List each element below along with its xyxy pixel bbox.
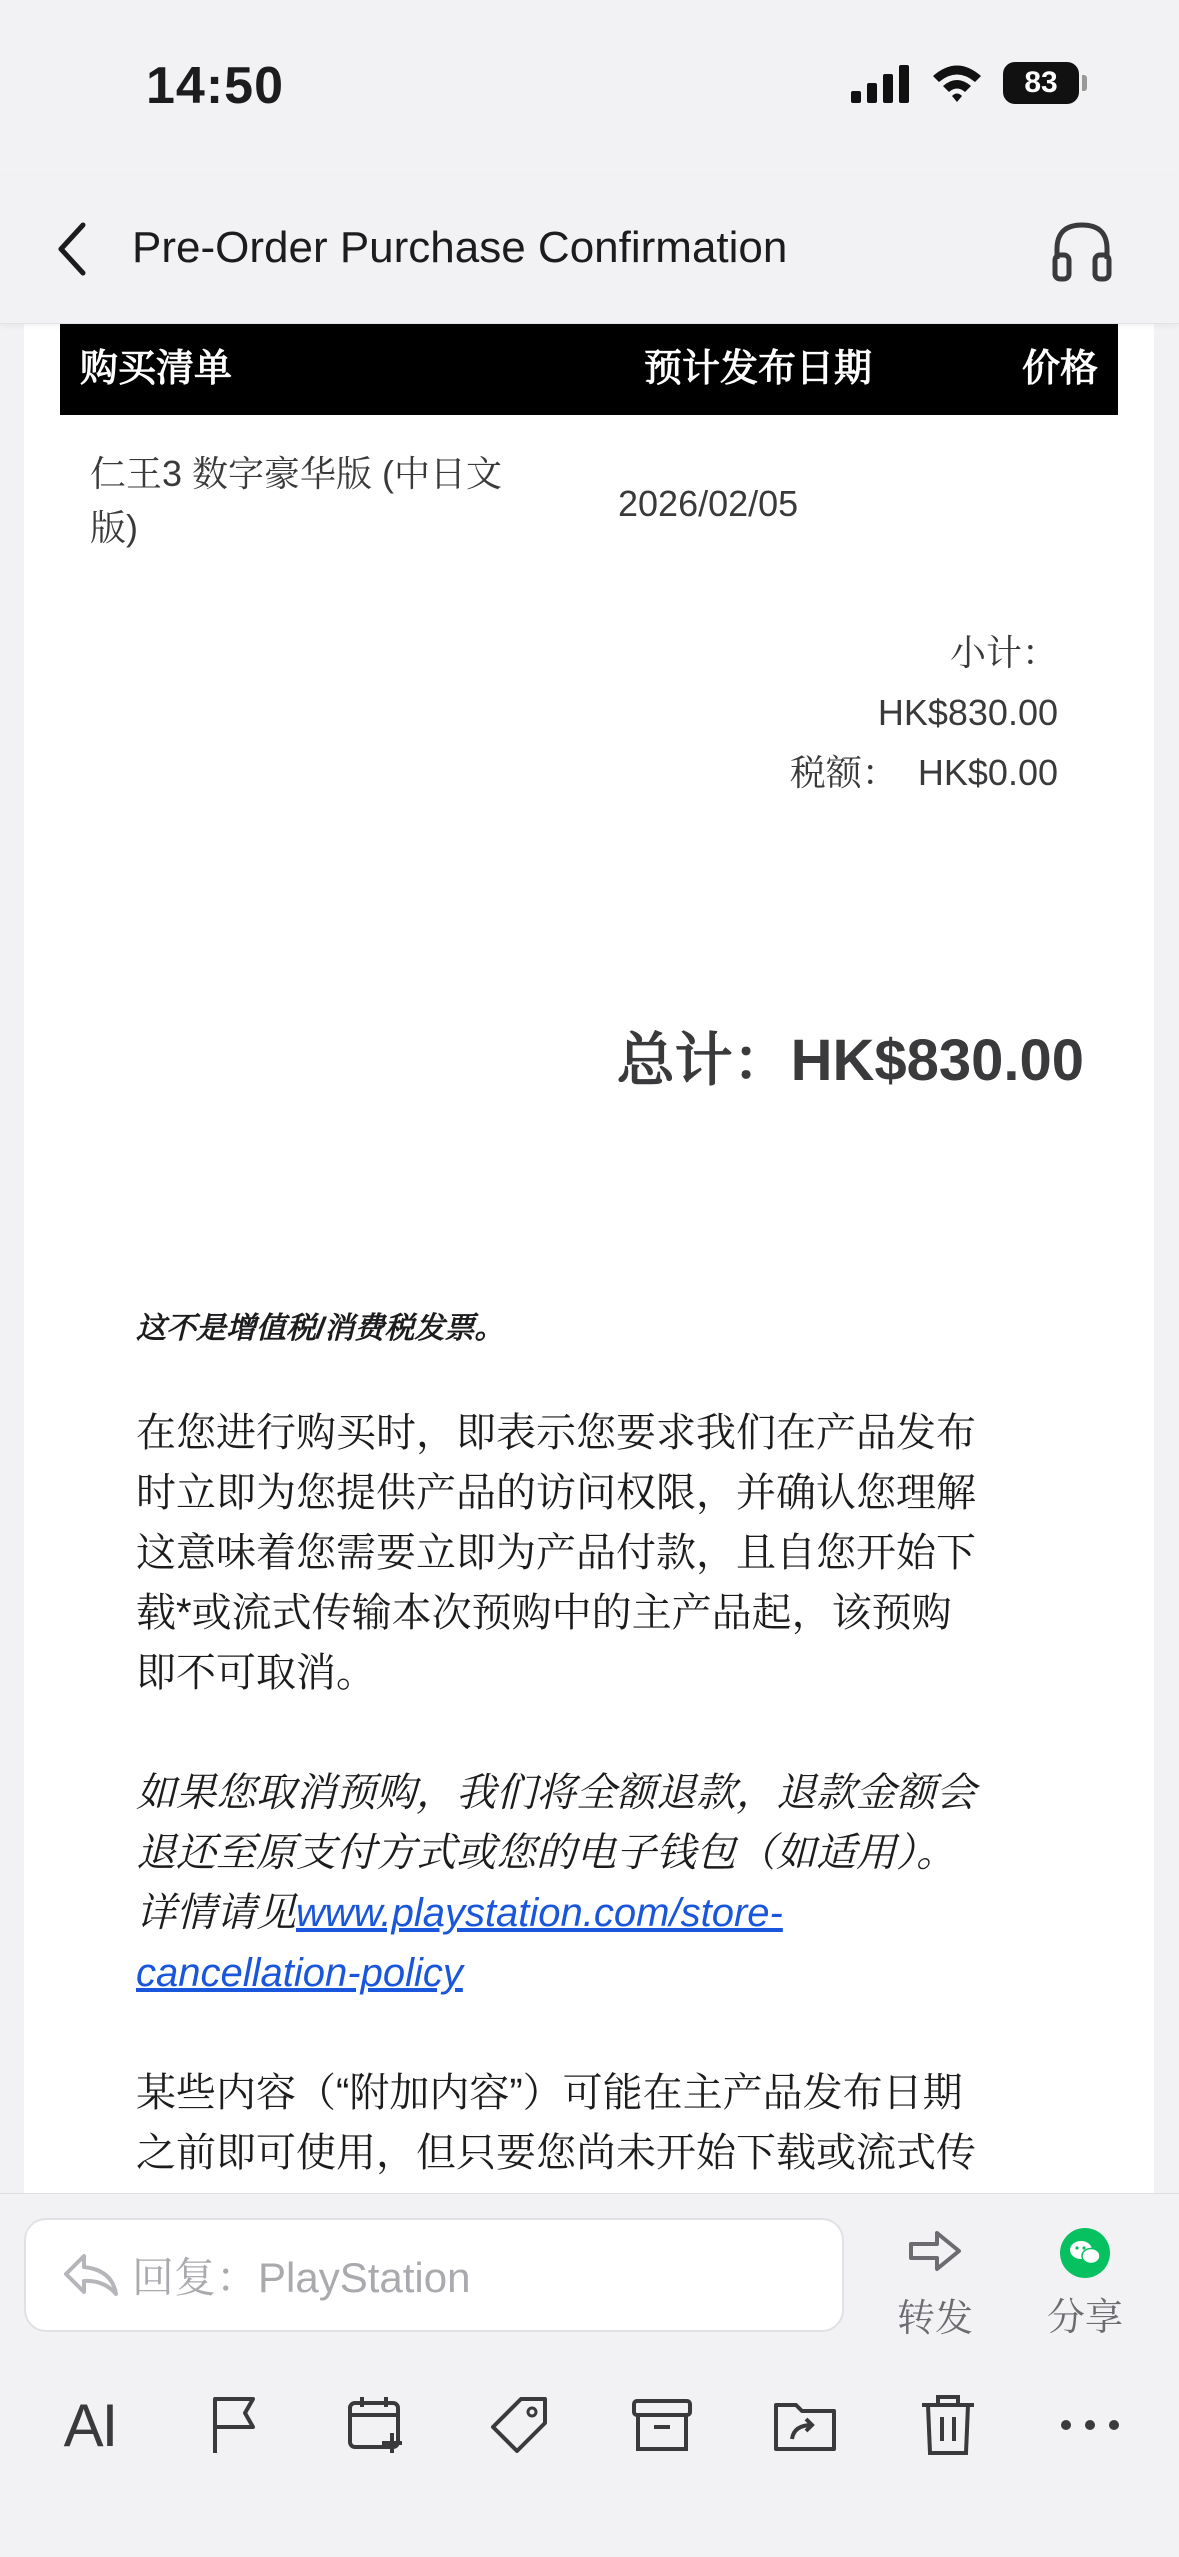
wechat-icon: [1060, 2228, 1110, 2278]
status-bar: [0, 0, 1179, 175]
nav-bar: [0, 175, 1179, 324]
additional-content-paragraph: 某些内容（“附加内容”）可能在主产品发布日期 之前即可使用，但只要您尚未开始下载或流式传: [136, 2071, 976, 2175]
headset-button[interactable]: [1047, 215, 1117, 285]
purchase-terms-paragraph: 在您进行购买时，即表示您要求我们在产品发布 时立即为您提供产品的访问权限，并确认您理解 这意味着您需要立即为产品付款，且自您开始下 载*或流式传输本次预购中的主产品起，该预购 即不可取消。: [136, 1411, 976, 1695]
headset-icon: [1047, 215, 1117, 285]
share-button[interactable]: [1030, 2228, 1140, 2341]
forward-button[interactable]: [880, 2228, 990, 2342]
vat-note: 这不是增值税/消费税发票。: [136, 1312, 505, 1345]
battery-indicator: 83: [1003, 62, 1079, 104]
move-to-folder-button[interactable]: [765, 2385, 845, 2465]
order-total: 总计：HK$830.00: [616, 1028, 1084, 1093]
cancellation-policy-link-cont[interactable]: cancellation-policy: [136, 1951, 463, 1995]
reply-input[interactable]: [24, 2218, 844, 2332]
forward-icon: [907, 2228, 963, 2274]
cellular-signal-icon: [851, 63, 911, 103]
archive-icon: [630, 2395, 694, 2455]
purchase-table-header: [60, 323, 1118, 415]
delete-button[interactable]: [908, 2385, 988, 2465]
tax-line: [790, 743, 1058, 803]
share-label: 分享: [1046, 2297, 1123, 2339]
more-icon: [1058, 2417, 1122, 2433]
reply-placeholder: 回复：PlayStation: [132, 2254, 471, 2301]
bottom-bar: [0, 2193, 1179, 2557]
item-release-date: 2026/02/05: [618, 483, 799, 524]
item-name: 仁王3 数字豪华版 (中日文 版): [90, 453, 503, 548]
header-item: 购买清单: [80, 348, 233, 390]
status-time: 14:50: [146, 57, 284, 115]
tax-value: HK$0.00: [917, 752, 1058, 793]
move-folder-icon: [772, 2395, 838, 2455]
calendar-add-icon: [344, 2393, 408, 2457]
chevron-left-icon: [55, 221, 89, 277]
add-to-calendar-button[interactable]: [336, 2385, 416, 2465]
tag-button[interactable]: [479, 2385, 559, 2465]
back-button[interactable]: [44, 211, 100, 287]
subtotal-value: HK$830.00: [877, 692, 1058, 733]
subtotal-label: 小计：: [949, 632, 1058, 673]
flag-icon: [205, 2393, 261, 2457]
header-release-date: 预计发布日期: [644, 348, 873, 390]
page-title: Pre-Order Purchase Confirmation: [132, 223, 788, 272]
status-icons: [851, 62, 1079, 104]
header-price: 价格: [1021, 348, 1098, 390]
ai-button[interactable]: [50, 2385, 130, 2465]
tax-label: 税额：: [789, 752, 898, 793]
ai-label: AI: [63, 2391, 117, 2459]
cancellation-paragraph: 如果您取消预购，我们将全额退款，退款金额会 退还至原支付方式或您的电子钱包（如适用）。 详情请见www.playstation.com/store- cancellation-policy: [136, 1771, 976, 1995]
wifi-icon: [931, 63, 983, 103]
cancellation-policy-link[interactable]: www.playstation.com/store-: [296, 1891, 783, 1935]
flag-button[interactable]: [193, 2385, 273, 2465]
forward-label: 转发: [896, 2298, 973, 2340]
archive-button[interactable]: [622, 2385, 702, 2465]
order-summary: [790, 623, 1058, 803]
email-toolbar: [0, 2369, 1179, 2479]
more-button[interactable]: [1050, 2385, 1130, 2465]
reply-arrow-icon: [60, 2250, 120, 2300]
email-body: [24, 323, 1154, 2193]
tag-icon: [487, 2393, 551, 2457]
trash-icon: [918, 2393, 978, 2457]
